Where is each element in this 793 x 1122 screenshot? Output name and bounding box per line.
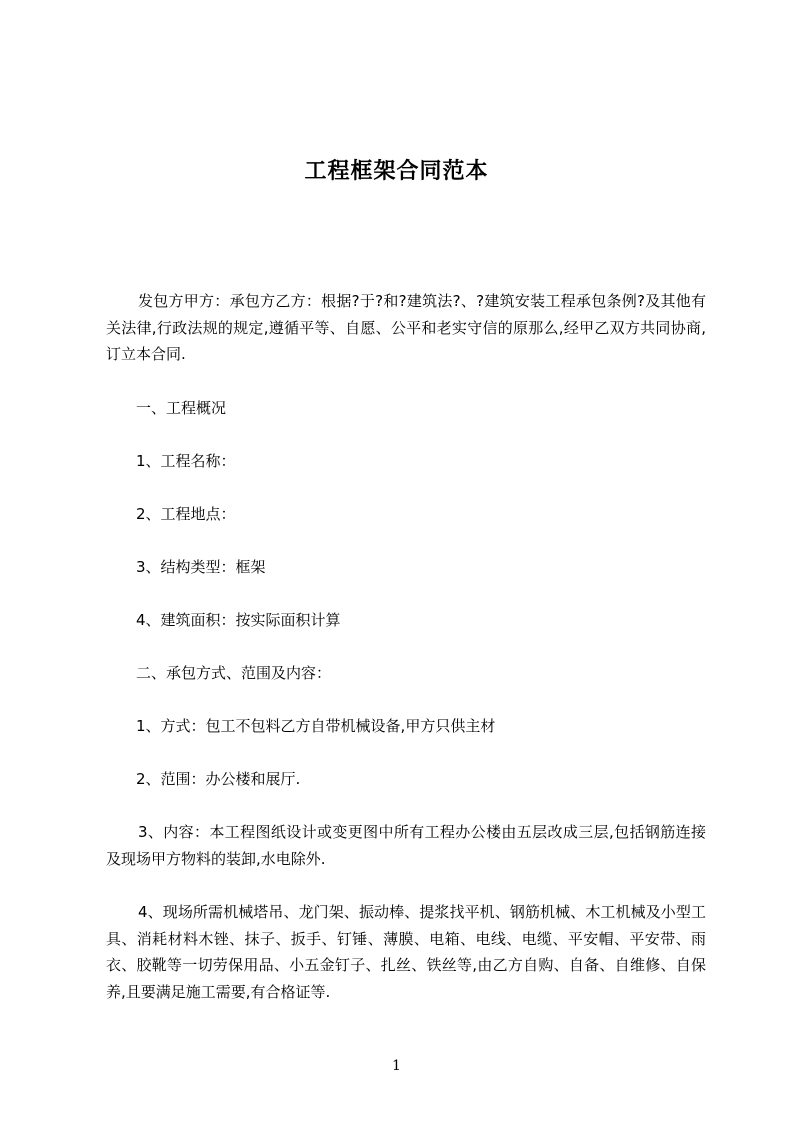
item-contract-range: 2、范围：办公楼和展厅. (136, 770, 301, 788)
item-site-equipment: 4、现场所需机械塔吊、龙门架、振动棒、提浆找平机、钢筋机械、木工机械及小型工具、消耗材料木锉、抹子、扳手、钉锤、薄膜、电箱、电线、电缆、平安帽、平安带、雨衣、胶靴等一切劳保用品、小五金钉子、扎丝、铁丝等,由乙方自购、自备、自维修、自保养,且要满足施工需要,有合格证等. (106, 903, 706, 1001)
item-project-name: 1、工程名称： (136, 452, 236, 470)
page-number: 1 (392, 1058, 401, 1074)
section-heading-project-overview: 一、工程概况 (136, 399, 227, 417)
item-contract-method: 1、方式：包工不包料乙方自带机械设备,甲方只供主材 (136, 717, 496, 735)
item-project-location: 2、工程地点： (136, 505, 236, 523)
document-title: 工程框架合同范本 (304, 158, 489, 184)
item-contract-content: 3、内容：本工程图纸设计或变更图中所有工程办公楼由五层改成三层,包括钢筋连接及现场甲方物料的装卸,水电除外. (106, 823, 706, 868)
item-structure-type: 3、结构类型：框架 (136, 558, 266, 576)
section-heading-contract-scope: 二、承包方式、范围及内容： (136, 664, 332, 682)
item-building-area: 4、建筑面积：按实际面积计算 (136, 611, 341, 629)
preamble-paragraph: 发包方甲方：承包方乙方：根据?于?和?建筑法?、?建筑安装工程承包条例?及其他有关法律,行政法规的规定,遵循平等、自愿、公平和老实守信的原那么,经甲乙双方共同协商,订立本合同. (106, 292, 706, 363)
